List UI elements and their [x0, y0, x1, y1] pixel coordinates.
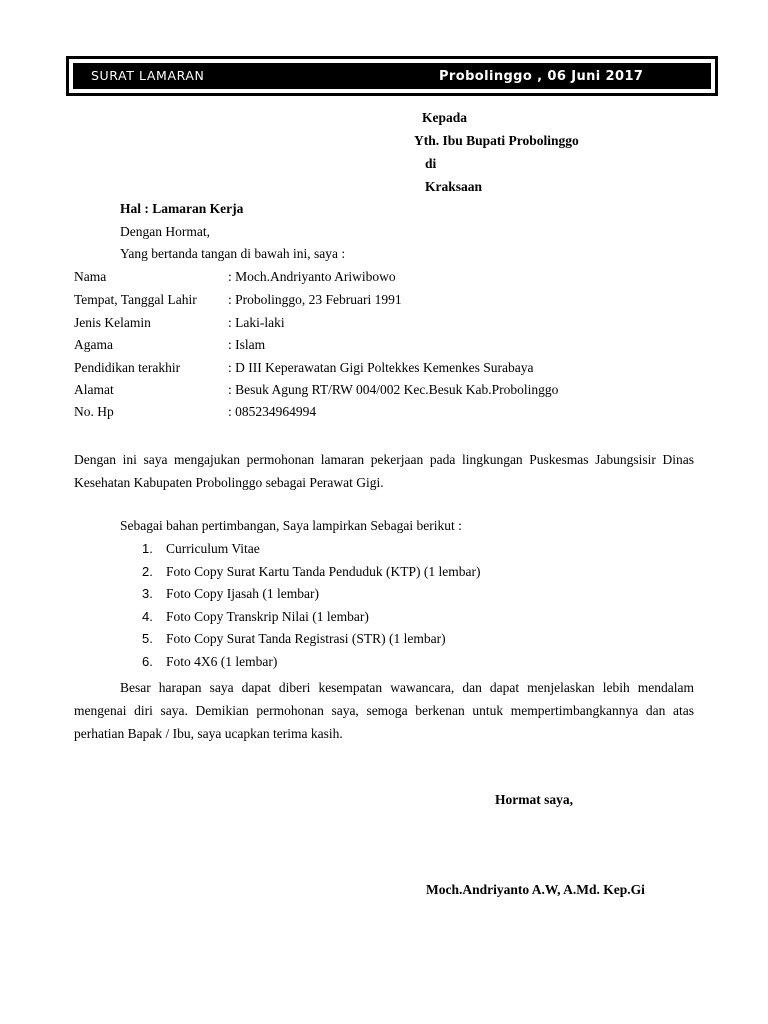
list-item [142, 631, 446, 647]
list-item-number: 1. [142, 541, 153, 556]
list-item [142, 609, 369, 625]
field-label-nama: Nama [74, 269, 107, 284]
subject-line: Hal : Lamaran Kerja [120, 201, 244, 216]
header-title: SURAT LAMARAN [91, 68, 205, 83]
list-item-text: Foto Copy Surat Tanda Registrasi (STR) (1 lembar) [166, 631, 446, 646]
greeting: Dengan Hormat, [120, 224, 210, 239]
list-item-text: Curriculum Vitae [166, 541, 260, 556]
list-item [142, 564, 481, 580]
recipient-place: Kraksaan [425, 179, 483, 194]
list-item-number: 2. [142, 564, 153, 579]
header-banner [66, 56, 718, 96]
list-item-text: Foto Copy Surat Kartu Tanda Penduduk (KTP) (1 lembar) [166, 564, 481, 579]
list-item-text: Foto 4X6 (1 lembar) [166, 654, 278, 669]
field-label-no-hp: No. Hp [74, 404, 114, 419]
application-paragraph: Dengan ini saya mengajukan permohonan lamaran pekerjaan pada lingkungan Puskesmas Jabungsisir Dinas Kesehatan Kabupaten Probolinggo sebagai Perawat Gigi. [74, 452, 694, 490]
field-value-no-hp: : 085234964994 [228, 404, 317, 419]
list-item-number: 3. [142, 586, 153, 601]
field-label-ttl: Tempat, Tanggal Lahir [74, 292, 197, 307]
list-item-number: 6. [142, 654, 153, 669]
header-place-date: Probolinggo , 06 Juni 2017 [439, 69, 644, 84]
field-value-ttl: : Probolinggo, 23 Februari 1991 [228, 292, 402, 307]
intro-line: Yang bertanda tangan di bawah ini, saya : [120, 246, 346, 261]
closing-paragraph: Besar harapan saya dapat diberi kesempatan wawancara, dan dapat menjelaskan lebih mendalam mengenai diri saya. Demikian permohonan saya, semoga berkenan untuk mempertimbangkannya dan atas perhatian Bapak / Ibu, saya ucapkan terima kasih. [74, 680, 694, 741]
list-item [142, 654, 277, 670]
field-label-agama: Agama [74, 337, 113, 352]
recipient-to: Kepada [422, 110, 468, 125]
list-item-number: 5. [142, 631, 153, 646]
attachments-intro: Sebagai bahan pertimbangan, Saya lampirkan Sebagai berikut : [120, 518, 462, 533]
field-label-pendidikan: Pendidikan terakhir [74, 360, 181, 375]
list-item-text: Foto Copy Ijasah (1 lembar) [166, 586, 319, 601]
signoff: Hormat saya, [495, 792, 573, 807]
list-item-text: Foto Copy Transkrip Nilai (1 lembar) [166, 609, 369, 624]
signature-name: Moch.Andriyanto A.W, A.Md. Kep.Gi [426, 882, 645, 897]
field-value-nama: : Moch.Andriyanto Ariwibowo [228, 269, 396, 284]
recipient-name: Yth. Ibu Bupati Probolinggo [414, 133, 579, 148]
field-value-pendidikan: : D III Keperawatan Gigi Poltekkes Kemenkes Surabaya [228, 360, 534, 375]
field-label-alamat: Alamat [74, 382, 114, 397]
list-item-number: 4. [142, 609, 153, 624]
field-value-agama: : Islam [228, 337, 266, 352]
header-banner-fill [73, 63, 711, 89]
list-item [142, 541, 260, 557]
field-label-jenis-kelamin: Jenis Kelamin [74, 315, 151, 330]
field-value-jenis-kelamin: : Laki-laki [228, 315, 285, 330]
list-item [142, 586, 319, 602]
recipient-at: di [425, 156, 437, 171]
field-value-alamat: : Besuk Agung RT/RW 004/002 Kec.Besuk Kab.Probolinggo [228, 382, 559, 397]
